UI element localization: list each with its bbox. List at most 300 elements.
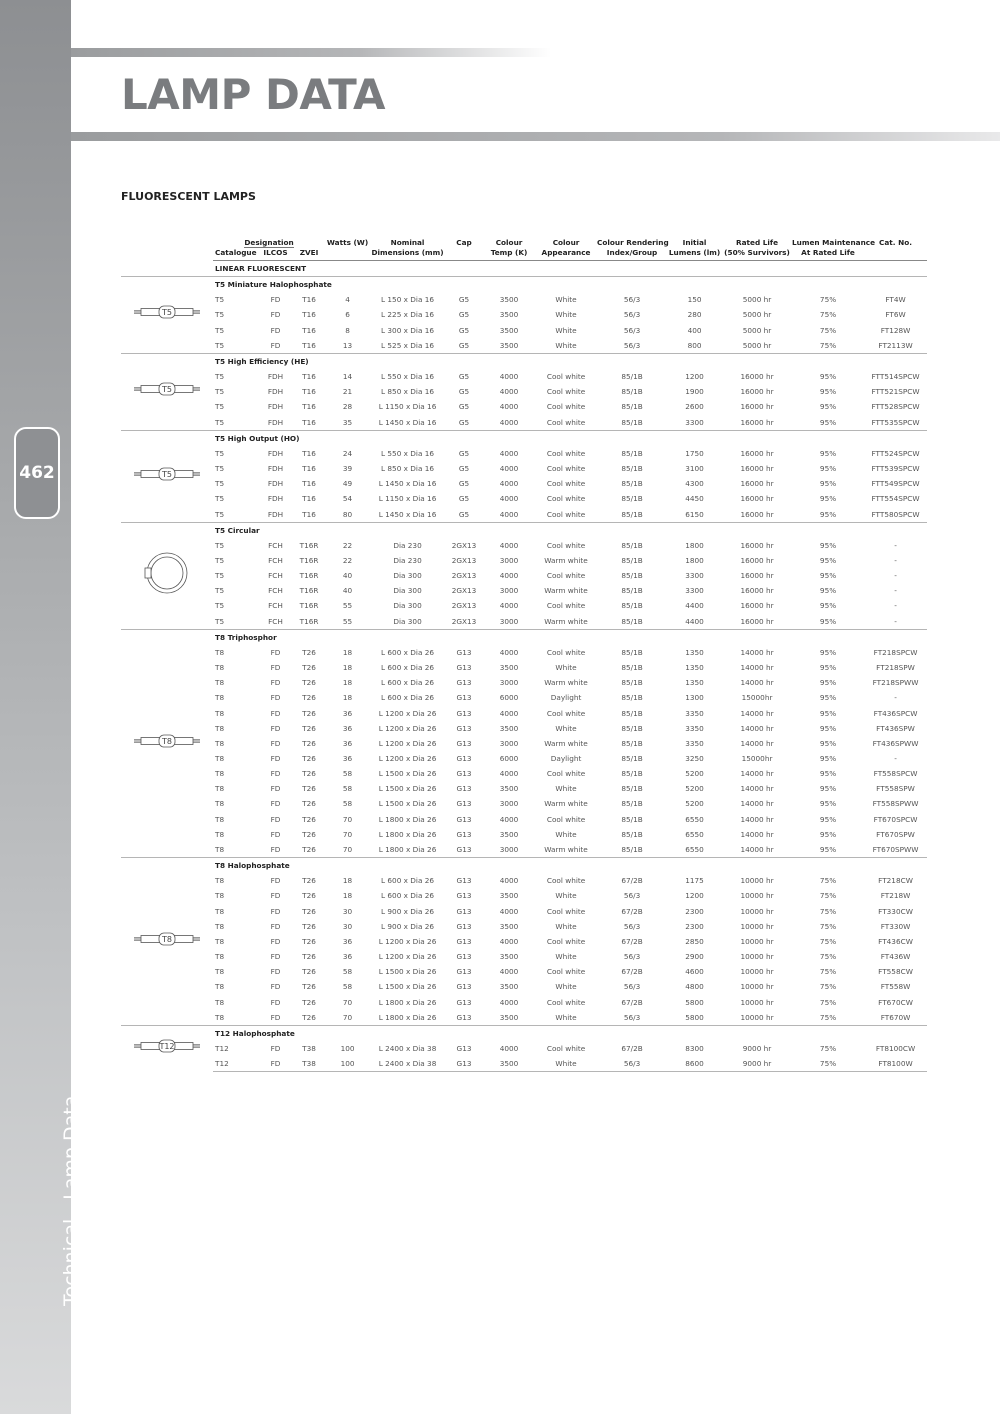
table-cell: -	[894, 540, 897, 550]
table-cell: T26	[302, 708, 316, 718]
table-cell: L 1500 x Dia 26	[378, 967, 437, 977]
table-cell: G13	[456, 891, 472, 901]
table-row	[121, 645, 927, 660]
table-cell: T5	[215, 448, 225, 458]
table-cell: T8	[215, 936, 225, 946]
table-row	[121, 964, 927, 979]
table-cell: FD	[270, 844, 281, 854]
table-cell: 21	[342, 387, 353, 397]
table-cell: 15000hr	[741, 754, 773, 763]
group-heading-row	[121, 277, 927, 293]
table-cell: FD	[258, 1056, 293, 1072]
table-cell: 85/1B	[621, 769, 643, 779]
table-cell: Cool white	[546, 540, 586, 550]
table-cell: L 850 x Dia 16	[381, 387, 435, 397]
tube-icon-label: T5	[162, 385, 172, 395]
table-cell: 75%	[819, 967, 837, 977]
table-cell: G13	[456, 1012, 472, 1022]
table-cell: 95%	[819, 769, 837, 779]
table-cell: 67/2B	[621, 967, 643, 977]
table-cell: 75%	[819, 906, 837, 916]
table-cell: 58	[342, 799, 353, 809]
table-cell: 8	[345, 325, 350, 335]
table-cell: 2GX13	[451, 601, 477, 611]
table-cell: 9000 hr	[722, 1056, 792, 1072]
table-cell: FT558CW	[878, 967, 913, 977]
table-cell: FT8100CW	[875, 1043, 916, 1053]
table-cell: 5200	[685, 799, 704, 809]
table-cell: 10000 hr	[740, 1012, 774, 1022]
table-cell: 3300	[685, 586, 704, 596]
group-heading-row	[121, 629, 927, 645]
table-row	[121, 796, 927, 811]
table-cell: 3500	[499, 829, 519, 839]
table-cell: 85/1B	[621, 387, 643, 397]
table-cell: L 550 x Dia 16	[381, 448, 435, 458]
table-cell: 3500	[499, 1012, 519, 1022]
table-cell: 95%	[819, 784, 837, 794]
table-cell: 4000	[499, 417, 519, 427]
table-cell: FCH	[268, 601, 283, 611]
table-cell: T16	[302, 464, 316, 474]
table-cell: 95%	[819, 540, 837, 550]
table-cell: 85/1B	[621, 586, 643, 596]
table-cell: 4300	[685, 479, 704, 489]
table-cell: FT218SPW	[876, 663, 915, 673]
table-cell: 75%	[819, 1012, 837, 1022]
table-cell: G5	[458, 464, 470, 474]
table-cell: 95%	[819, 448, 837, 458]
table-cell: T8	[215, 708, 225, 718]
table-cell: T5	[215, 464, 225, 474]
table-cell: 16000 hr	[740, 509, 774, 519]
table-cell: L 1800 x Dia 26	[378, 1012, 437, 1022]
table-cell: 36	[342, 708, 353, 718]
table-row	[121, 736, 927, 751]
table-cell: T26	[302, 784, 316, 794]
table-cell: 85/1B	[621, 479, 643, 489]
table-cell: 3500	[483, 1056, 535, 1072]
table-cell: 8300	[685, 1043, 704, 1053]
table-cell: 14000 hr	[740, 814, 774, 824]
table-cell: L 1500 x Dia 26	[378, 769, 437, 779]
table-cell: 75%	[819, 891, 837, 901]
table-cell: Cool white	[546, 647, 586, 657]
table-cell: L 2400 x Dia 38	[378, 1043, 437, 1053]
table-cell: 58	[342, 769, 353, 779]
table-cell: L 1800 x Dia 26	[378, 844, 437, 854]
table-cell: T12	[215, 1043, 229, 1053]
table-cell: G13	[456, 678, 472, 688]
table-cell: 4000	[499, 876, 519, 886]
col-header-1: ILCOS	[258, 248, 293, 261]
table-cell: 3500	[499, 295, 519, 305]
table-row	[121, 949, 927, 964]
table-row	[121, 307, 927, 322]
table-cell: 56/3	[623, 340, 641, 350]
side-section-label: Technical - Lamp Data	[60, 1095, 82, 1306]
top-heading-row	[121, 261, 927, 277]
table-cell: FT670SPW	[876, 829, 915, 839]
table-cell: G5	[458, 402, 470, 412]
table-row	[121, 721, 927, 736]
table-cell: 85/1B	[621, 402, 643, 412]
group-icon-cell	[121, 353, 213, 430]
table-cell: 800	[687, 340, 702, 350]
table-cell: G5	[458, 387, 470, 397]
table-cell: 6000	[499, 754, 519, 763]
col-header-10-line2: (50% Survivors)	[722, 248, 792, 261]
table-cell: FD	[270, 723, 281, 733]
table-cell: 36	[342, 738, 353, 748]
col-header-7: Colour	[552, 238, 580, 247]
table-cell: 56/3	[623, 325, 641, 335]
table-cell: FTT549SPCW	[871, 479, 920, 489]
table-cell: 4000	[499, 906, 519, 916]
group-icon-cell	[121, 430, 213, 522]
table-cell: 6550	[685, 814, 704, 824]
table-cell: FT2113W	[878, 340, 913, 350]
table-cell: Warm white	[544, 616, 588, 626]
table-cell: 16000 hr	[740, 571, 774, 581]
table-cell: 4000	[499, 479, 519, 489]
table-cell: 4000	[499, 936, 519, 946]
table-cell: 6	[345, 310, 350, 320]
table-cell: T26	[302, 1012, 316, 1022]
table-cell: 67/2B	[621, 997, 643, 1007]
col-header-6-line2: Temp (K)	[483, 248, 535, 261]
table-cell: 80	[342, 509, 353, 519]
table-cell: T16	[302, 295, 316, 305]
table-cell: FDH	[267, 479, 284, 489]
table-cell: T5	[215, 555, 225, 565]
table-cell: FD	[270, 754, 281, 763]
lamp-data-table-wrapper	[121, 236, 927, 1072]
table-cell: 95%	[819, 494, 837, 504]
table-row	[121, 706, 927, 721]
table-cell: White	[555, 952, 577, 962]
table-cell: 67/2B	[621, 906, 643, 916]
table-cell: Dia 300	[393, 571, 422, 581]
table-cell: Cool white	[546, 448, 586, 458]
table-cell: 18	[342, 891, 353, 901]
table-cell: 58	[342, 784, 353, 794]
table-cell: 4000	[499, 402, 519, 412]
table-cell: 85/1B	[621, 663, 643, 673]
table-cell: FT558SPW	[876, 784, 915, 794]
table-cell: 4000	[499, 814, 519, 824]
table-cell: L 2400 x Dia 38	[370, 1056, 445, 1072]
table-cell: 18	[342, 678, 353, 688]
table-cell: G5	[458, 494, 470, 504]
table-cell: 280	[687, 310, 702, 320]
table-cell: 4000	[499, 509, 519, 519]
table-cell: 75%	[819, 921, 837, 931]
table-cell: 56/3	[623, 891, 641, 901]
group-icon-cell	[121, 858, 213, 1026]
table-cell: T12	[213, 1056, 258, 1072]
table-cell: 3500	[499, 723, 519, 733]
table-cell: 85/1B	[621, 616, 643, 626]
table-cell: 67/2B	[621, 876, 643, 886]
table-cell: Cool white	[546, 372, 586, 382]
table-cell: FTT535SPCW	[871, 417, 920, 427]
table-cell: FD	[270, 982, 281, 992]
table-cell: G13	[456, 844, 472, 854]
table-cell: 1175	[685, 876, 704, 886]
table-cell: 28	[342, 402, 353, 412]
table-cell: 3000	[499, 678, 519, 688]
table-cell: 3250	[685, 754, 704, 763]
table-cell: FT218CW	[878, 876, 913, 886]
table-cell: 18	[342, 663, 353, 673]
table-cell: 56/3	[623, 982, 641, 992]
table-cell: FCH	[268, 571, 283, 581]
table-cell: 3500	[499, 663, 519, 673]
table-cell: G13	[456, 799, 472, 809]
table-cell: FT4W	[885, 295, 906, 305]
table-cell: L 1200 x Dia 26	[378, 936, 437, 946]
table-cell: 10000 hr	[740, 891, 774, 901]
table-cell: G13	[456, 829, 472, 839]
table-cell: 14	[342, 372, 353, 382]
table-cell: T26	[302, 647, 316, 657]
table-cell: 14000 hr	[740, 784, 774, 794]
table-row	[121, 507, 927, 523]
table-cell: G13	[445, 1056, 483, 1072]
table-cell: 2GX13	[451, 586, 477, 596]
table-cell: FTT521SPCW	[871, 387, 920, 397]
table-cell: FTT554SPCW	[871, 494, 920, 504]
table-cell: 5000 hr	[742, 325, 772, 335]
table-cell: FDH	[267, 402, 284, 412]
table-cell: 70	[342, 829, 353, 839]
table-row	[121, 323, 927, 338]
table-cell: 75%	[819, 952, 837, 962]
table-cell: 16000 hr	[740, 586, 774, 596]
table-cell: G13	[456, 982, 472, 992]
table-cell: FT128W	[880, 325, 911, 335]
table-cell: G13	[456, 952, 472, 962]
tube-icon-label: T5	[162, 308, 172, 318]
table-cell: FT436CW	[878, 936, 913, 946]
table-cell: Dia 300	[393, 601, 422, 611]
circular-lamp-icon	[142, 548, 192, 598]
table-cell: 85/1B	[621, 494, 643, 504]
table-cell: 10000 hr	[740, 906, 774, 916]
group-heading: T5 Circular	[213, 522, 927, 538]
table-cell: Cool white	[546, 1043, 586, 1053]
table-cell: White	[555, 310, 577, 320]
table-cell: 16000 hr	[740, 479, 774, 489]
col-header-6: Colour	[495, 238, 523, 247]
table-cell: G13	[456, 708, 472, 718]
table-cell: T26	[302, 678, 316, 688]
table-cell: FD	[270, 921, 281, 931]
table-cell: Daylight	[550, 754, 582, 763]
table-cell: FT670SPCW	[873, 814, 918, 824]
table-cell: FT436SPCW	[873, 708, 918, 718]
group-heading: T8 Triphosphor	[213, 629, 927, 645]
table-cell: L 1450 x Dia 16	[378, 479, 437, 489]
table-cell: 75%	[792, 1056, 864, 1072]
table-cell: T5	[215, 509, 225, 519]
table-cell: FD	[270, 295, 281, 305]
tube-lamp-icon	[132, 305, 202, 319]
table-cell: FDH	[267, 464, 284, 474]
table-cell: T16	[302, 509, 316, 519]
table-cell: Cool white	[546, 997, 586, 1007]
table-row	[121, 919, 927, 934]
group-heading: T8 Halophosphate	[213, 858, 927, 874]
table-cell: L 1200 x Dia 26	[378, 952, 437, 962]
table-cell: T8	[215, 647, 225, 657]
table-cell: 75%	[819, 997, 837, 1007]
table-row	[121, 491, 927, 506]
table-cell: L 1200 x Dia 26	[378, 754, 437, 763]
table-cell: 1900	[685, 387, 704, 397]
table-cell: 35	[342, 417, 353, 427]
table-cell: G13	[456, 1043, 472, 1053]
table-cell: 18	[342, 876, 353, 886]
table-row	[121, 675, 927, 690]
table-cell: G5	[458, 417, 470, 427]
table-cell: T8	[215, 891, 225, 901]
table-cell: 3500	[499, 891, 519, 901]
table-cell: G13	[456, 967, 472, 977]
col-header-5: Cap	[456, 238, 472, 247]
table-cell: 55	[342, 616, 353, 626]
table-row	[121, 399, 927, 414]
table-cell: FCH	[268, 586, 283, 596]
table-cell: 75%	[819, 876, 837, 886]
table-cell: White	[555, 891, 577, 901]
table-cell: 14000 hr	[740, 723, 774, 733]
table-row	[121, 538, 927, 553]
table-cell: FD	[270, 1043, 281, 1053]
group-icon-cell	[121, 522, 213, 629]
table-cell: 95%	[819, 387, 837, 397]
table-cell: Dia 230	[393, 555, 422, 565]
table-cell: White	[555, 325, 577, 335]
table-cell: 4000	[499, 997, 519, 1007]
table-cell: Warm white	[544, 678, 588, 688]
table-cell: 49	[342, 479, 353, 489]
table-cell: T16	[302, 448, 316, 458]
table-cell: Cool white	[546, 814, 586, 824]
table-cell: 2GX13	[451, 555, 477, 565]
table-cell: 85/1B	[621, 509, 643, 519]
table-cell: FD	[270, 310, 281, 320]
table-cell: 100	[340, 1043, 355, 1053]
table-cell: 14000 hr	[740, 708, 774, 718]
table-cell: FTT539SPCW	[871, 464, 920, 474]
table-cell: White	[555, 921, 577, 931]
table-cell: -	[894, 555, 897, 565]
table-cell: FT558W	[880, 982, 911, 992]
table-cell: 2300	[685, 906, 704, 916]
table-cell: FD	[270, 876, 281, 886]
table-row	[121, 553, 927, 568]
col-header-8: Colour Rendering	[597, 238, 669, 247]
table-cell: 85/1B	[621, 540, 643, 550]
table-cell: T16	[302, 325, 316, 335]
group-heading: T5 High Output (HO)	[213, 430, 927, 446]
table-row	[121, 415, 927, 431]
table-cell: T8	[215, 952, 225, 962]
table-cell: Daylight	[550, 693, 582, 703]
table-cell: 3100	[685, 464, 704, 474]
section-title: FLUORESCENT LAMPS	[121, 190, 256, 203]
table-cell: 85/1B	[621, 799, 643, 809]
table-cell: FT330CW	[878, 906, 913, 916]
table-cell: L 1200 x Dia 26	[378, 723, 437, 733]
table-cell: 2GX13	[451, 540, 477, 550]
table-cell: L 1800 x Dia 26	[378, 829, 437, 839]
table-row	[121, 781, 927, 796]
table-cell: Cool white	[546, 417, 586, 427]
table-cell: G13	[456, 906, 472, 916]
table-cell: L 850 x Dia 16	[381, 464, 435, 474]
table-row	[121, 751, 927, 766]
table-cell: 75%	[819, 295, 837, 305]
table-row	[121, 979, 927, 994]
table-cell: 14000 hr	[740, 663, 774, 673]
table-cell: 70	[342, 997, 353, 1007]
table-cell: T8	[215, 754, 225, 763]
table-cell: T5	[215, 540, 225, 550]
table-cell: T8	[215, 799, 225, 809]
tube-icon-label: T12	[159, 1042, 175, 1052]
table-row	[121, 766, 927, 781]
table-cell: FD	[270, 678, 281, 688]
table-cell: 67/2B	[621, 936, 643, 946]
col-header-9: Initial	[682, 238, 707, 247]
table-cell: T5	[215, 601, 225, 611]
table-cell: FD	[270, 693, 281, 703]
table-cell: T26	[302, 799, 316, 809]
table-row	[121, 598, 927, 613]
table-cell: FCH	[268, 540, 283, 550]
table-cell: 16000 hr	[740, 417, 774, 427]
table-cell: T26	[302, 754, 316, 763]
table-cell: G5	[458, 448, 470, 458]
table-cell: T5	[215, 417, 225, 427]
table-cell: -	[894, 601, 897, 611]
table-cell: Cool white	[546, 464, 586, 474]
table-cell: Cool white	[546, 967, 586, 977]
table-cell: 3000	[499, 738, 519, 748]
table-cell: 16000 hr	[740, 616, 774, 626]
table-cell: T26	[302, 829, 316, 839]
table-cell: 3500	[499, 325, 519, 335]
table-cell: FD	[270, 967, 281, 977]
table-cell: 85/1B	[621, 723, 643, 733]
table-cell: G5	[458, 509, 470, 519]
table-cell: T8	[215, 769, 225, 779]
table-row	[121, 292, 927, 307]
col-header-5-line2	[445, 248, 483, 261]
table-cell: FT218W	[880, 891, 911, 901]
table-cell: G13	[456, 769, 472, 779]
tube-lamp-icon	[132, 467, 202, 481]
table-cell: 1750	[685, 448, 704, 458]
table-cell: G13	[456, 647, 472, 657]
table-cell: FDH	[267, 494, 284, 504]
table-cell: Cool white	[546, 494, 586, 504]
designation-label: Designation	[244, 238, 294, 247]
table-cell: 3300	[685, 417, 704, 427]
